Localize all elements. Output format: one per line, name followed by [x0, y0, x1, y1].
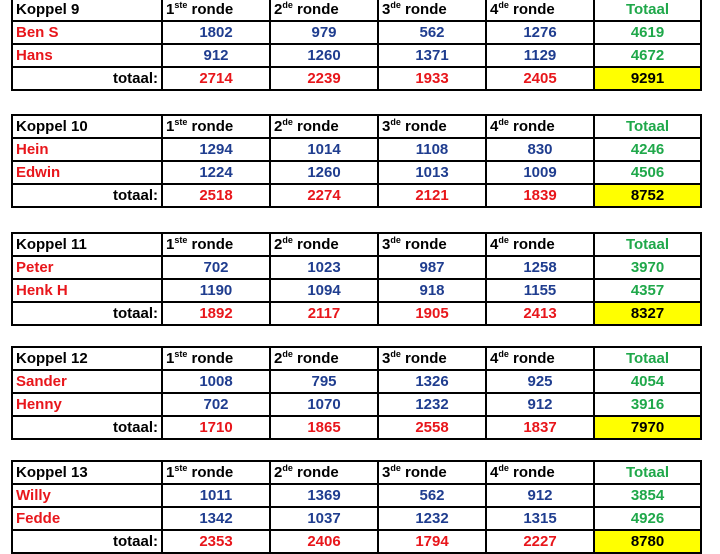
round-sum: 1892 [162, 302, 270, 325]
round-sum: 2518 [162, 184, 270, 207]
round-word: ronde [191, 117, 234, 135]
round-score: 1013 [378, 161, 486, 184]
round-suffix: ste [174, 116, 188, 127]
round-number: 2 [274, 463, 283, 481]
round-suffix: de [498, 462, 509, 473]
round-sum: 2227 [486, 530, 594, 553]
round-word: ronde [405, 349, 447, 367]
round-score: 1094 [270, 279, 378, 302]
koppel-title: Koppel 12 [12, 347, 162, 370]
round-score: 830 [486, 138, 594, 161]
player-row [12, 21, 701, 44]
header-row [12, 233, 701, 256]
round-sum: 2714 [162, 67, 270, 90]
koppel-table [11, 232, 702, 326]
grand-total: 9291 [594, 67, 701, 90]
player-name: Peter [12, 256, 162, 279]
round-suffix: ste [174, 348, 188, 359]
player-row [12, 161, 701, 184]
grand-total: 7970 [594, 416, 701, 439]
round-score: 918 [378, 279, 486, 302]
round-score: 979 [270, 21, 378, 44]
round-score: 702 [162, 393, 270, 416]
player-name: Hein [12, 138, 162, 161]
round-number: 1 [166, 235, 175, 253]
sum-label: totaal: [12, 184, 162, 207]
round-header [378, 347, 486, 370]
sum-row [12, 67, 701, 90]
header-row [12, 347, 701, 370]
sum-label: totaal: [12, 530, 162, 553]
round-number: 1 [166, 0, 175, 18]
round-number: 4 [490, 235, 499, 253]
round-score: 1326 [378, 370, 486, 393]
round-header [486, 233, 594, 256]
round-score: 1371 [378, 44, 486, 67]
round-score: 1129 [486, 44, 594, 67]
round-sum: 1837 [486, 416, 594, 439]
round-sum: 2406 [270, 530, 378, 553]
player-total: 4357 [594, 279, 701, 302]
round-word: ronde [191, 235, 234, 253]
header-row [12, 115, 701, 138]
round-word: ronde [513, 117, 555, 135]
round-score: 1108 [378, 138, 486, 161]
round-word: ronde [297, 463, 339, 481]
round-score: 912 [486, 393, 594, 416]
round-word: ronde [191, 349, 234, 367]
round-score: 987 [378, 256, 486, 279]
round-header [378, 461, 486, 484]
round-score: 1037 [270, 507, 378, 530]
round-sum: 1905 [378, 302, 486, 325]
player-name: Fedde [12, 507, 162, 530]
round-score: 912 [162, 44, 270, 67]
sum-label: totaal: [12, 67, 162, 90]
round-score: 1070 [270, 393, 378, 416]
koppel-table [11, 346, 702, 440]
round-sum: 1794 [378, 530, 486, 553]
round-sum: 2117 [270, 302, 378, 325]
round-score: 1014 [270, 138, 378, 161]
round-score: 1802 [162, 21, 270, 44]
round-score: 702 [162, 256, 270, 279]
round-score: 1008 [162, 370, 270, 393]
player-row [12, 484, 701, 507]
round-score: 1009 [486, 161, 594, 184]
round-number: 4 [490, 0, 499, 18]
sum-label: totaal: [12, 302, 162, 325]
player-row [12, 256, 701, 279]
player-total: 3854 [594, 484, 701, 507]
round-number: 4 [490, 117, 499, 135]
round-word: ronde [191, 0, 234, 18]
player-row [12, 393, 701, 416]
player-name: Henny [12, 393, 162, 416]
total-header: Totaal [594, 233, 701, 256]
round-sum: 2121 [378, 184, 486, 207]
round-number: 2 [274, 0, 283, 18]
round-number: 1 [166, 463, 175, 481]
round-number: 2 [274, 235, 283, 253]
round-number: 1 [166, 349, 175, 367]
player-name: Edwin [12, 161, 162, 184]
round-number: 3 [382, 117, 391, 135]
round-suffix: de [282, 116, 293, 127]
round-score: 1155 [486, 279, 594, 302]
total-header: Totaal [594, 115, 701, 138]
player-row [12, 279, 701, 302]
round-suffix: de [282, 348, 293, 359]
player-name: Ben S [12, 21, 162, 44]
header-row [12, 0, 701, 21]
round-word: ronde [297, 349, 339, 367]
player-total: 3970 [594, 256, 701, 279]
round-suffix: de [498, 0, 509, 10]
player-total: 4054 [594, 370, 701, 393]
round-number: 3 [382, 0, 391, 18]
round-sum: 2353 [162, 530, 270, 553]
round-sum: 1710 [162, 416, 270, 439]
round-score: 1190 [162, 279, 270, 302]
round-score: 1260 [270, 44, 378, 67]
koppel-title: Koppel 11 [12, 233, 162, 256]
round-suffix: de [498, 116, 509, 127]
round-header [486, 461, 594, 484]
sum-label: totaal: [12, 416, 162, 439]
round-word: ronde [513, 235, 555, 253]
round-suffix: de [390, 348, 401, 359]
player-row [12, 44, 701, 67]
round-sum: 2413 [486, 302, 594, 325]
player-name: Willy [12, 484, 162, 507]
round-number: 3 [382, 463, 391, 481]
round-word: ronde [405, 235, 447, 253]
round-score: 1260 [270, 161, 378, 184]
round-number: 3 [382, 235, 391, 253]
sum-row [12, 302, 701, 325]
round-score: 1294 [162, 138, 270, 161]
round-number: 2 [274, 117, 283, 135]
round-suffix: de [282, 0, 293, 10]
grand-total: 8752 [594, 184, 701, 207]
sum-row [12, 530, 701, 553]
player-name: Henk H [12, 279, 162, 302]
round-word: ronde [297, 235, 339, 253]
round-word: ronde [191, 463, 234, 481]
round-header [486, 115, 594, 138]
round-sum: 1839 [486, 184, 594, 207]
round-suffix: de [390, 0, 401, 10]
round-sum: 2558 [378, 416, 486, 439]
round-sum: 2239 [270, 67, 378, 90]
round-score: 1023 [270, 256, 378, 279]
round-suffix: ste [174, 0, 188, 10]
player-total: 4246 [594, 138, 701, 161]
round-suffix: de [390, 116, 401, 127]
player-total: 4619 [594, 21, 701, 44]
sum-row [12, 184, 701, 207]
round-number: 4 [490, 463, 499, 481]
koppel-title: Koppel 9 [12, 0, 162, 21]
round-header [486, 347, 594, 370]
total-header: Totaal [594, 0, 701, 21]
round-word: ronde [513, 0, 555, 18]
round-sum: 2405 [486, 67, 594, 90]
round-score: 1342 [162, 507, 270, 530]
grand-total: 8780 [594, 530, 701, 553]
round-number: 2 [274, 349, 283, 367]
round-header [378, 0, 486, 21]
round-sum: 2274 [270, 184, 378, 207]
round-score: 1315 [486, 507, 594, 530]
koppel-table [11, 0, 702, 91]
round-score: 1276 [486, 21, 594, 44]
round-header [270, 115, 378, 138]
round-header [378, 115, 486, 138]
player-total: 4672 [594, 44, 701, 67]
round-word: ronde [405, 0, 447, 18]
round-score: 1011 [162, 484, 270, 507]
round-word: ronde [297, 117, 339, 135]
round-score: 1232 [378, 393, 486, 416]
round-header [270, 0, 378, 21]
round-sum: 1865 [270, 416, 378, 439]
round-score: 925 [486, 370, 594, 393]
player-name: Hans [12, 44, 162, 67]
round-number: 4 [490, 349, 499, 367]
player-total: 3916 [594, 393, 701, 416]
player-total: 4506 [594, 161, 701, 184]
round-header [162, 0, 270, 21]
round-word: ronde [405, 117, 447, 135]
round-header [270, 461, 378, 484]
round-score: 1369 [270, 484, 378, 507]
total-header: Totaal [594, 461, 701, 484]
round-word: ronde [405, 463, 447, 481]
round-suffix: de [390, 234, 401, 245]
round-score: 1258 [486, 256, 594, 279]
round-score: 1224 [162, 161, 270, 184]
round-suffix: de [390, 462, 401, 473]
round-score: 795 [270, 370, 378, 393]
total-header: Totaal [594, 347, 701, 370]
koppel-title: Koppel 13 [12, 461, 162, 484]
round-header [162, 233, 270, 256]
player-row [12, 507, 701, 530]
round-number: 3 [382, 349, 391, 367]
round-header [270, 233, 378, 256]
round-header [162, 347, 270, 370]
round-suffix: de [282, 234, 293, 245]
round-header [162, 115, 270, 138]
round-suffix: de [498, 234, 509, 245]
player-row [12, 370, 701, 393]
round-word: ronde [297, 0, 339, 18]
sum-row [12, 416, 701, 439]
round-word: ronde [513, 463, 555, 481]
player-total: 4926 [594, 507, 701, 530]
round-suffix: ste [174, 234, 188, 245]
round-header [378, 233, 486, 256]
player-name: Sander [12, 370, 162, 393]
koppel-title: Koppel 10 [12, 115, 162, 138]
round-score: 912 [486, 484, 594, 507]
round-suffix: ste [174, 462, 188, 473]
header-row [12, 461, 701, 484]
round-header [486, 0, 594, 21]
koppel-table [11, 114, 702, 208]
grand-total: 8327 [594, 302, 701, 325]
round-header [162, 461, 270, 484]
round-score: 1232 [378, 507, 486, 530]
round-suffix: de [282, 462, 293, 473]
player-row [12, 138, 701, 161]
round-score: 562 [378, 484, 486, 507]
round-word: ronde [513, 349, 555, 367]
round-sum: 1933 [378, 67, 486, 90]
round-suffix: de [498, 348, 509, 359]
round-score: 562 [378, 21, 486, 44]
round-number: 1 [166, 117, 175, 135]
round-header [270, 347, 378, 370]
